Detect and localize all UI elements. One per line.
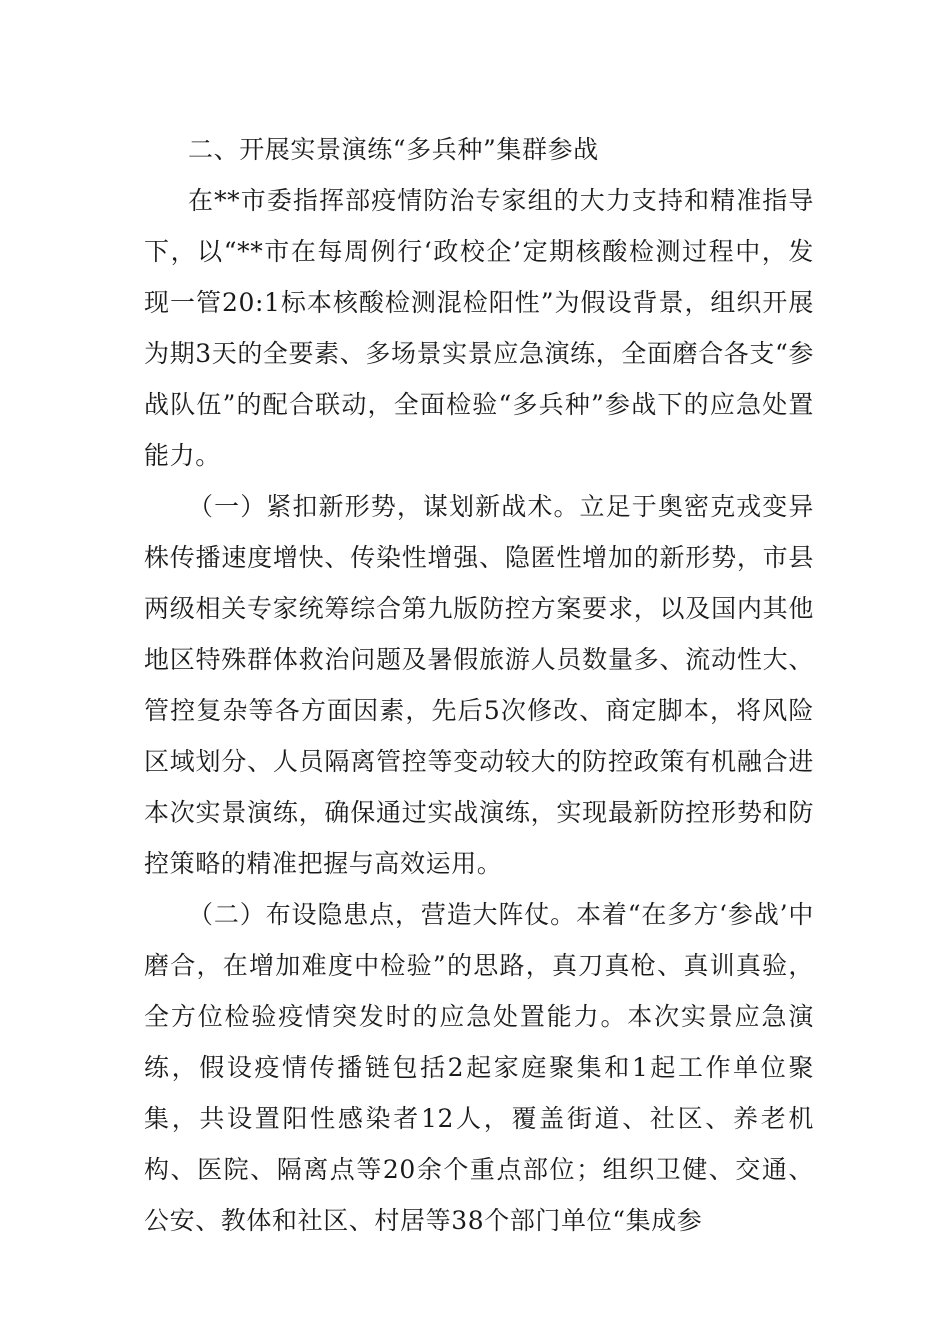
paragraph-point-two: （二）布设隐患点，营造大阵仗。本着“在多方‘参战’中磨合，在增加难度中检验”的思路，真刀真枪、真训真验，全方位检验疫情突发时的应急处置能力。本次实景应急演练，假设疫情传播链包括2起家庭聚集和1起工作单位聚集，共设置阳性感染者12人，覆盖街道、社区、养老机构、医院、隔离点等20余个重点部位；组织卫健、交通、公安、教体和社区、村居等38个部门单位“集成参: [144, 900, 814, 1235]
section-heading: 二、开展实景演练“多兵种”集群参战: [188, 135, 599, 164]
document-body: [144, 124, 814, 1246]
paragraph-point-one: （一）紧扣新形势，谋划新战术。立足于奥密克戎变异株传播速度增快、传染性增强、隐匿性增加的新形势，市县两级相关专家统筹综合第九版防控方案要求，以及国内其他地区特殊群体救治问题及暑假旅游人员数量多、流动性大、管控复杂等各方面因素，先后5次修改、商定脚本，将风险区域划分、人员隔离管控等变动较大的防控政策有机融合进本次实景演练，确保通过实战演练，实现最新防控形势和防控策略的精准把握与高效运用。: [144, 492, 814, 878]
paragraph-intro: 在**市委指挥部疫情防治专家组的大力支持和精准指导下，以“**市在每周例行‘政校企’定期核酸检测过程中，发现一管20:1标本核酸检测混检阳性”为假设背景，组织开展为期3天的全要素、多场景实景应急演练，全面磨合各支“参战队伍”的配合联动，全面检验“多兵种”参战下的应急处置能力。: [144, 186, 814, 470]
